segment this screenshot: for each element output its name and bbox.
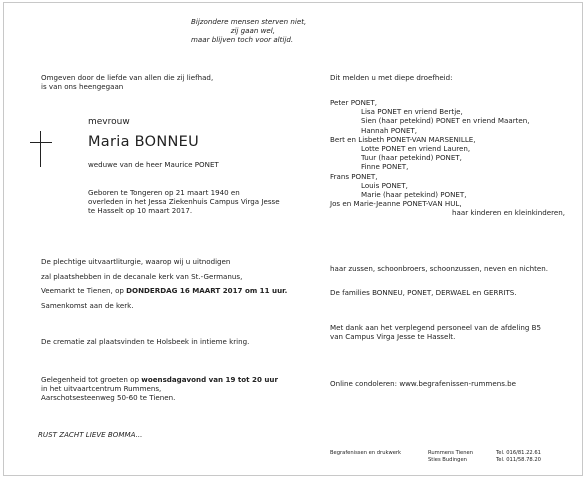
siblings-line: haar zussen, schoonbroers, schoonzussen, neven en nichten.	[330, 264, 548, 273]
family-member: Sien (haar petekind) PONET en vriend Maarten,	[361, 116, 530, 126]
family-member: Jos en Marie-Jeanne PONET-VAN HUL,	[330, 199, 462, 209]
motto-line: Bijzondere mensen sterven niet,	[191, 17, 307, 26]
farewell-info	[41, 375, 278, 403]
footer-locations	[428, 450, 473, 464]
families-line: De families BONNEU, PONET, DERWAEL en GERRITS.	[330, 288, 517, 297]
family-member: Finne PONET,	[361, 162, 409, 172]
motto-line: zij gaan wel,	[230, 26, 275, 36]
intro-line: Omgeven door de liefde van allen die zij liefhad,	[41, 73, 214, 82]
birth-line: te Hasselt op 10 maart 2017.	[88, 206, 193, 216]
thanks-line: Met dank aan het verplegend personeel van de afdeling B5	[330, 323, 541, 332]
online-condolences: Online condoleren: www.begrafenissen-rummens.be	[330, 379, 517, 388]
intro	[41, 73, 213, 91]
gathering-note: Samenkomst aan de kerk.	[41, 301, 134, 310]
family-member: Peter PONET,	[330, 98, 377, 107]
funeral-line: De plechtige uitvaartliturgie, waarop wij u uitnodigen	[41, 257, 231, 266]
family-member: Lisa PONET en vriend Bertje,	[361, 107, 463, 117]
footer-phones	[496, 450, 541, 464]
thanks-line: van Campus Virga Jesse te Hasselt.	[330, 332, 456, 342]
family-member: Lotte PONET en vriend Lauren,	[361, 144, 471, 154]
family-member: Hannah PONET,	[361, 125, 418, 135]
family-member: Marie (haar petekind) PONET,	[361, 190, 467, 200]
cremation-note: De crematie zal plaatsvinden te Holsbeek in intieme kring.	[41, 337, 250, 346]
birth-death-info	[88, 188, 280, 216]
footer-location: Rummens Tienen	[428, 450, 474, 456]
closing-line: RUST ZACHT LIEVE BOMMA...	[38, 430, 143, 439]
announcement: Dit melden u met diepe droefheid:	[330, 73, 453, 82]
death-notice-card	[3, 2, 583, 476]
title-prefix: mevrouw	[88, 117, 130, 127]
intro-line: is van ons heengegaan	[41, 82, 124, 92]
family-member: haar kinderen en kleinkinderen,	[452, 208, 566, 218]
widow-of: weduwe van de heer Maurice PONET	[88, 160, 219, 169]
footer-company: Begrafenissen en drukwerk	[330, 450, 402, 456]
motto-line: maar blijven toch voor altijd.	[191, 35, 294, 45]
deceased-name: Maria BONNEU	[88, 134, 200, 150]
family-member: Frans PONET,	[330, 171, 378, 181]
farewell-line: Aarschotsesteenweg 50-60 te Tienen.	[41, 393, 176, 403]
footer-phone: Tel. 011/58.78.20	[496, 457, 541, 463]
birth-line: overleden in het Jessa Ziekenhuis Campus Virga Jesse	[88, 197, 280, 207]
family-member: Bert en Lisbeth PONET-VAN MARSENILLE,	[330, 134, 476, 144]
family-list	[330, 98, 565, 218]
farewell-line: Gelegenheid tot groeten op woensdagavond van 19 tot 20 uur	[41, 375, 278, 384]
footer-phone: Tel. 016/81.22.61	[496, 450, 541, 456]
funeral-info	[41, 255, 287, 299]
farewell-line: in het uitvaartcentrum Rummens,	[41, 384, 162, 394]
funeral-line: Veemarkt te Tienen, op DONDERDAG 16 MAART 2017 om 11 uur.	[41, 286, 288, 295]
motto	[191, 17, 307, 45]
family-member: Tuur (haar petekind) PONET,	[361, 153, 462, 163]
thanks	[330, 323, 541, 341]
funeral-line: zal plaatshebben in de decanale kerk van St.-Germanus,	[41, 271, 243, 281]
footer-location: Sties Budingen	[428, 457, 467, 463]
family-member: Louis PONET,	[361, 180, 408, 190]
birth-line: Geboren te Tongeren op 21 maart 1940 en	[88, 188, 240, 197]
cross-icon	[30, 131, 52, 167]
